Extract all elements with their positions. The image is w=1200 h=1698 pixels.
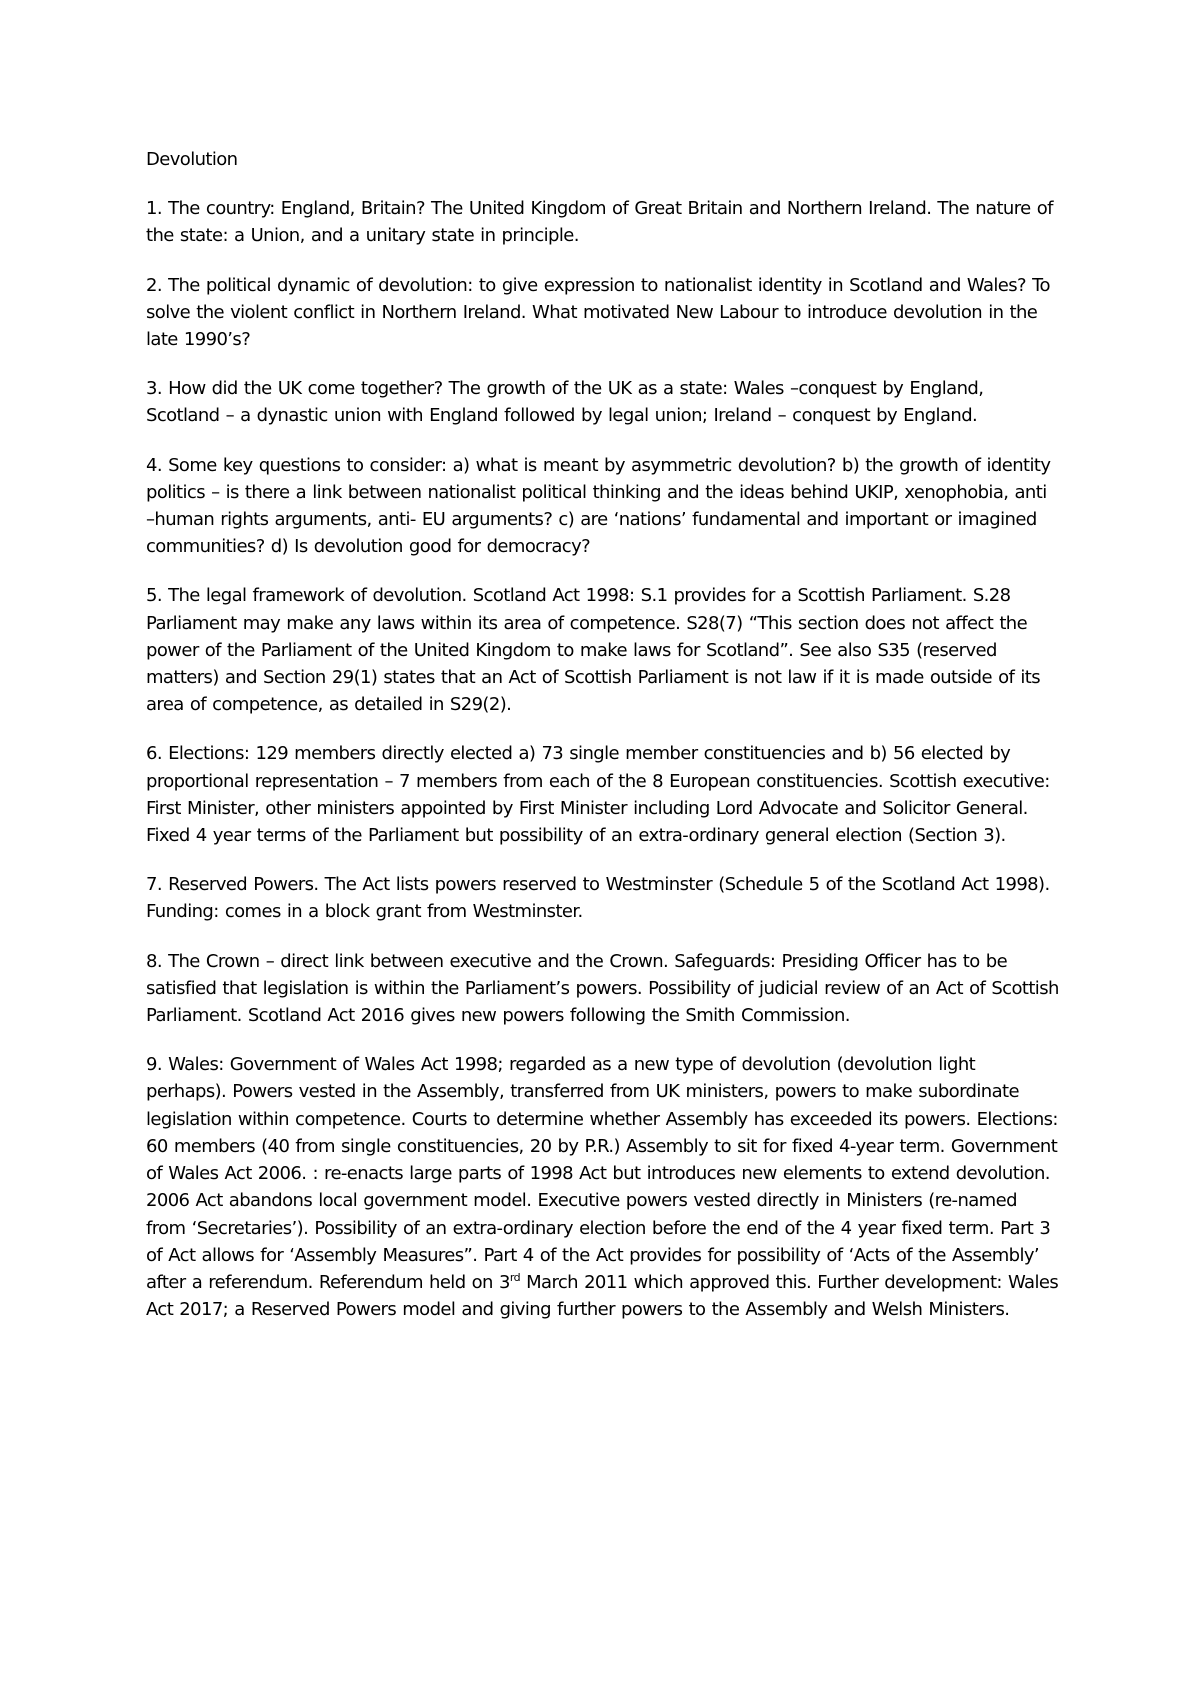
paragraph-9-text-start: 9. Wales: Government of Wales Act 1998; regarded as a new type of devolution (devolution light perhaps). Powers vested in the Assembly, transferred from UK ministers, powers to make subordinate legislation within competence. Courts to determine whether Assembly has exceeded its powers. Elections: 60 members (40 from single constituencies, 20 by P.R.) Assembly to sit for fixed 4-year term. Government of Wales Act 2006. : re-enacts large parts of 1998 Act but introduces new elements to extend devolution. 2006 Act abandons local government model. Executive powers vested directly in Ministers (re-named from ‘Secretaries’). Possibility of an extra-ordinary election before the end of the 4 year fixed term. Part 3 of Act allows for ‘Assembly Measures”. Part 4 of the Act provides for possibility of ‘Acts of the Assembly’ after a referendum. Referendum held on 3	[146, 1054, 1058, 1293]
paragraph-5: 5. The legal framework of devolution. Scotland Act 1998: S.1 provides for a Scottish Parliament. S.28 Parliament may make any laws within its area of competence. S28(7) “This section does not affect the power of the Parliament of the United Kingdom to make laws for Scotland”. See also S35 (reserved matters) and Section 29(1) states that an Act of Scottish Parliament is not law if it is made outside of its area of competence, as detailed in S29(2).	[146, 585, 1041, 716]
paragraph-8: 8. The Crown – direct link between executive and the Crown. Safeguards: Presiding Officer has to be satisfied that legislation is within the Parliament’s powers. Possibility of judicial review of an Act of Scottish Parliament. Scotland Act 2016 gives new powers following the Smith Commission.	[146, 950, 1059, 1027]
document-body	[146, 146, 1061, 1345]
ordinal-superscript: rd	[509, 1270, 520, 1284]
paragraph-9	[146, 1051, 1061, 1323]
paragraph-3: 3. How did the UK come together? The growth of the UK as a state: Wales –conquest by England, Scotland – a dynastic union with England followed by legal union; Ireland – conquest by England.	[146, 378, 984, 427]
paragraph-4: 4. Some key questions to consider: a) what is meant by asymmetric devolution? b) the growth of identity politics – is there a link between nationalist political thinking and the ideas behind UKIP, xenophobia, anti –human rights arguments, anti- EU arguments? c) are ‘nations’ fundamental and important or imagined communities? d) Is devolution good for democracy?	[146, 454, 1051, 558]
paragraph-1: 1. The country: England, Britain? The United Kingdom of Great Britain and Northern Ireland. The nature of the state: a Union, and a unitary state in principle.	[146, 198, 1053, 247]
paragraph-6: 6. Elections: 129 members directly elected a) 73 single member constituencies and b) 56 elected by proportional representation – 7 members from each of the 8 European constituencies. Scottish executive: First Minister, other ministers appointed by First Minister including Lord Advocate and Solicitor General. Fixed 4 year terms of the Parliament but possibility of an extra-ordinary general election (Section 3).	[146, 743, 1050, 847]
paragraph-2: 2. The political dynamic of devolution: to give expression to nationalist identity in Scotland and Wales? To solve the violent conflict in Northern Ireland. What motivated New Labour to introduce devolution in the late 1990’s?	[146, 274, 1050, 351]
paragraph-9-text-end: March 2011 which approved this. Further development: Wales Act 2017; a Reserved Powers model and giving further powers to the Assembly and Welsh Ministers.	[146, 1271, 1059, 1321]
document-title: Devolution	[146, 149, 238, 170]
paragraph-7: 7. Reserved Powers. The Act lists powers reserved to Westminster (Schedule 5 of the Scotland Act 1998). Funding: comes in a block grant from Westminster.	[146, 874, 1050, 923]
